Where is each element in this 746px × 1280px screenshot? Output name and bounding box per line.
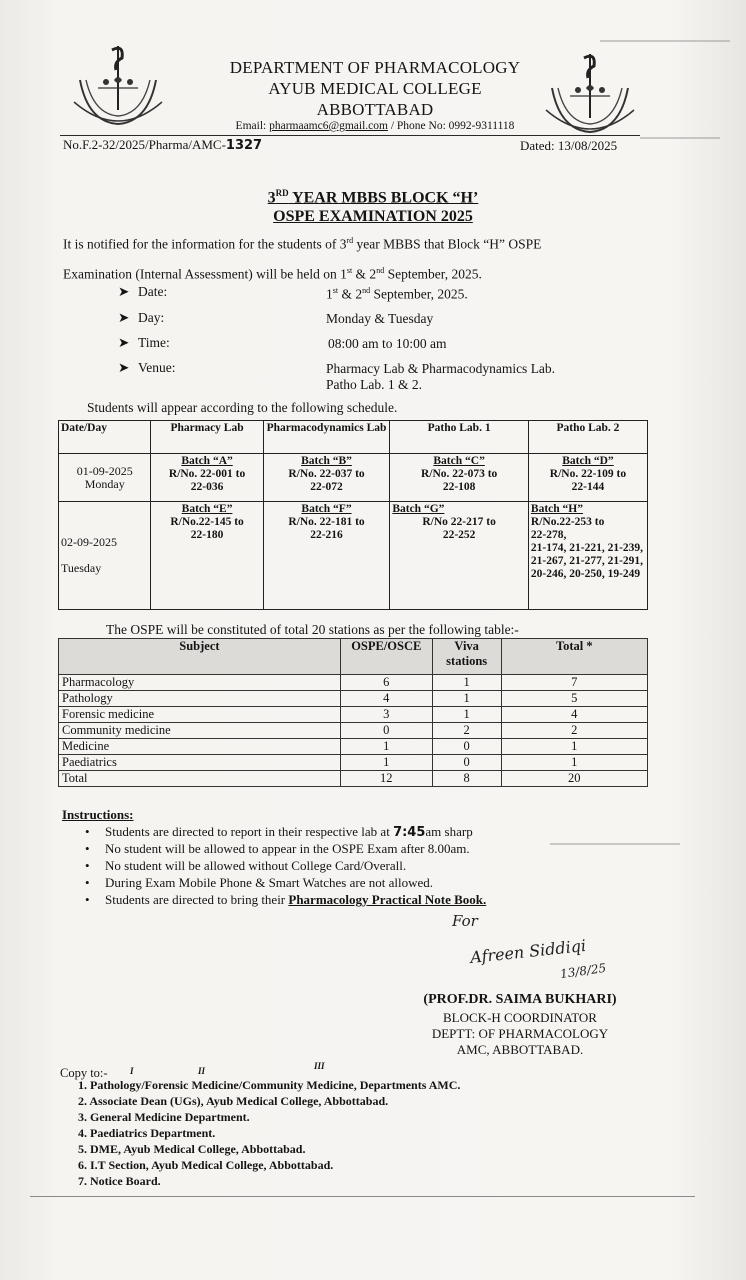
stations-header-row — [59, 639, 648, 675]
practical-notebook: Pharmacology Practical Note Book. — [288, 892, 487, 907]
notice-title: 3RD YEAR MBBS BLOCK “H’ — [267, 188, 479, 207]
cell-batch-g: Batch “G” R/No 22-217 to 22-252 — [390, 502, 529, 610]
stations-intro: The OSPE will be constituted of total 20 stations as per the following table:- — [106, 622, 519, 637]
department-name: DEPARTMENT OF PHARMACOLOGY — [229, 58, 521, 77]
schedule-header-row — [59, 421, 648, 454]
row-date-tuesday: 02-09-2025 Tuesday — [59, 502, 151, 610]
scan-artifact — [640, 137, 720, 139]
handwritten-time: 7:45 — [393, 825, 426, 840]
cell-batch-d: Batch “D” R/No. 22-109 to 22-144 — [528, 454, 647, 502]
signatory-name: (PROF.DR. SAIMA BUKHARI) — [423, 992, 617, 1007]
header-date-day: Date/Day — [59, 421, 151, 454]
contact-line: Email: pharmaamc6@gmail.com / Phone No: 0992-9311118 — [235, 120, 515, 132]
copy-item: 6. I.T Section, Ayub Medical College, Abbottabad. — [78, 1158, 334, 1172]
detail-time-label: ➤ Time: — [118, 335, 170, 350]
header-subject: Subject — [59, 639, 341, 675]
copy-item: 5. DME, Ayub Medical College, Abbottabad. — [78, 1142, 306, 1156]
schedule-row-monday — [59, 454, 648, 502]
document-date: Dated: 13/08/2025 — [520, 138, 618, 153]
bullet-icon: • — [85, 892, 90, 907]
detail-venue-label: ➤ Venue: — [118, 360, 176, 375]
arrow-bullet-icon: ➤ — [118, 310, 130, 325]
instruction-item: • No student will be allowed to appear in the OSPE Exam after 8.00am. — [85, 841, 470, 856]
arrow-bullet-icon: ➤ — [118, 360, 130, 375]
intro-paragraph: It is notified for the information for the students of 3rd year MBBS that Block “H” OSPE Examination (Internal Assessment) will be held on 1st & 2nd September, 2025. — [63, 236, 542, 281]
schedule-row-tuesday — [59, 502, 648, 610]
handwritten-mark-3: III — [314, 1061, 325, 1071]
header-divider — [60, 135, 640, 136]
signature-for: For — [452, 912, 478, 930]
table-row: Pharmacology 6 1 7 — [59, 675, 648, 691]
email-link[interactable]: pharmaamc6@gmail.com — [269, 120, 388, 132]
table-row: Forensic medicine 3 1 4 — [59, 707, 648, 723]
arrow-bullet-icon: ➤ — [118, 335, 130, 350]
bullet-icon: • — [85, 841, 90, 856]
header-patho-lab-2: Patho Lab. 2 — [528, 421, 647, 454]
table-row: Pathology 4 1 5 — [59, 691, 648, 707]
instruction-item: • During Exam Mobile Phone & Smart Watches are not allowed. — [85, 875, 433, 890]
bullet-icon: • — [85, 824, 90, 839]
header-ospe-osce: OSPE/OSCE — [340, 639, 432, 675]
handwritten-mark-2: II — [198, 1066, 206, 1076]
detail-day-value: Monday & Tuesday — [326, 311, 434, 326]
detail-venue-value: Pharmacy Lab & Pharmacodynamics Lab. Patho Lab. 1 & 2. — [326, 361, 556, 392]
copy-item: 3. General Medicine Department. — [78, 1110, 250, 1124]
table-row: Community medicine 0 2 2 — [59, 723, 648, 739]
schedule-table — [58, 420, 648, 610]
row-date-monday: 01-09-2025 Monday — [59, 454, 151, 502]
notice-subtitle: OSPE EXAMINATION 2025 — [273, 208, 473, 225]
handwritten-ref: 1327 — [225, 138, 263, 153]
instruction-item: • Students are directed to report in their respective lab at 7:45am sharp — [85, 824, 473, 840]
bullet-icon: • — [85, 858, 90, 873]
copy-item: 2. Associate Dean (UGs), Ayub Medical College, Abbottabad. — [78, 1094, 389, 1108]
copy-item: 7. Notice Board. — [78, 1174, 161, 1188]
cell-batch-c: Batch “C” R/No. 22-073 to 22-108 — [390, 454, 529, 502]
signatory-dept: DEPTT: OF PHARMACOLOGY — [431, 1026, 609, 1041]
detail-date-value: 1st & 2nd September, 2025. — [326, 286, 468, 302]
copy-to-label: Copy to:- — [60, 1066, 108, 1080]
college-crest-left-icon — [68, 40, 168, 130]
phone-number: / Phone No: 0992-9311118 — [387, 120, 515, 132]
header-pharmacy-lab: Pharmacy Lab — [151, 421, 263, 454]
stations-table — [58, 638, 648, 787]
table-row: Paediatrics 1 0 1 — [59, 755, 648, 771]
table-row: Medicine 1 0 1 — [59, 739, 648, 755]
college-city: ABBOTTABAD — [316, 100, 434, 119]
signatory-place: AMC, ABBOTTABAD. — [456, 1042, 584, 1057]
detail-date-label: ➤ Date: — [118, 284, 168, 299]
instruction-item: • Students are directed to bring their Pharmacology Practical Note Book. — [85, 892, 487, 907]
cell-batch-b: Batch “B” R/No. 22-037 to 22-072 — [263, 454, 390, 502]
instructions-heading: Instructions: — [62, 807, 134, 822]
bullet-icon: • — [85, 875, 90, 890]
cell-batch-h: Batch “H” R/No.22-253 to 22-278, 21-174, 21-221, 21-239, 21-267, 21-277, 21-291, 20-246, 20-250, 19-249 — [528, 502, 647, 610]
header-viva-stations: Viva stations — [432, 639, 501, 675]
college-name: AYUB MEDICAL COLLEGE — [268, 79, 482, 98]
schedule-intro: Students will appear according to the following schedule. — [87, 400, 398, 415]
header-pharmacodynamics-lab: Pharmacodynamics Lab — [263, 421, 390, 454]
copy-item: 1. Pathology/Forensic Medicine/Community Medicine, Departments AMC. — [78, 1078, 461, 1092]
reference-number: No.F.2-32/2025/Pharma/AMC-1327 — [63, 137, 263, 153]
scan-artifact — [550, 843, 680, 845]
signatory-role: BLOCK-H COORDINATOR — [443, 1010, 597, 1025]
detail-time-value: 08:00 am to 10:00 am — [328, 336, 447, 351]
cell-batch-a: Batch “A” R/No. 22-001 to 22-036 — [151, 454, 263, 502]
arrow-bullet-icon: ➤ — [118, 284, 130, 299]
header-total: Total * — [501, 639, 647, 675]
handwritten-mark-1: I — [130, 1066, 134, 1076]
handwritten-signature: Afreen Siddiqi — [469, 935, 587, 968]
instruction-item: • No student will be allowed without College Card/Overall. — [85, 858, 407, 873]
copy-item: 4. Paediatrics Department. — [78, 1126, 216, 1140]
handwritten-sign-date: 13/8/25 — [559, 960, 608, 982]
scan-artifact — [600, 40, 730, 42]
cell-batch-e: Batch “E” R/No.22-145 to 22-180 — [151, 502, 263, 610]
cell-batch-f: Batch “F” R/No. 22-181 to 22-216 — [263, 502, 390, 610]
detail-day-label: ➤ Day: — [118, 310, 165, 325]
footer-divider — [30, 1196, 695, 1197]
table-row-total: Total 12 8 20 — [59, 771, 648, 787]
header-patho-lab-1: Patho Lab. 1 — [390, 421, 529, 454]
